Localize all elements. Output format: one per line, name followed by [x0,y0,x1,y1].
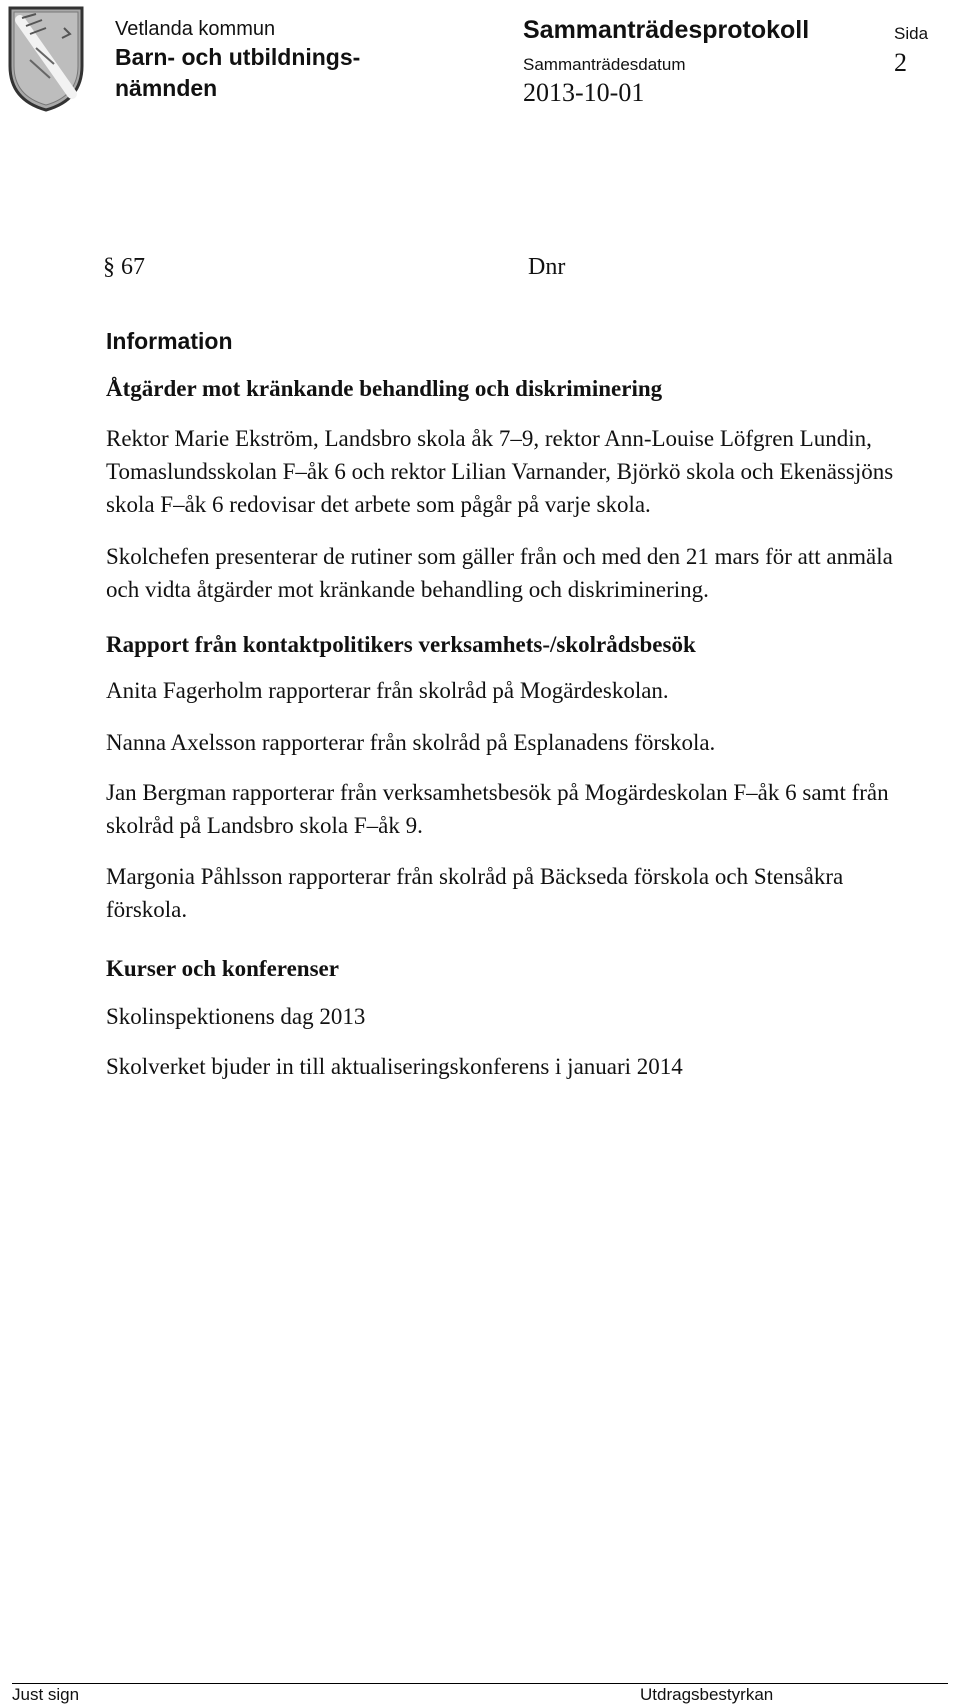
meeting-date: 2013-10-01 [523,78,645,107]
footer-divider [12,1683,948,1684]
paragraph-principals-report: Rektor Marie Ekström, Landsbro skola åk 7–9, rektor Ann-Louise Löfgren Lundin, Tomaslundsskolan F–åk 6 och rektor Lilian Varnander, Björkö skola och Ekenässjöns skola F–åk 6 redovisar det arbete som pågår på varje skola. [106,426,894,517]
organization-name: Vetlanda kommun [115,18,276,40]
dnr-label: Dnr [528,254,566,280]
section-title: Information [106,328,233,354]
footer-just-sign: Just sign [12,1685,80,1704]
page-number: 2 [894,48,907,77]
paragraph-number: § 67 [103,254,145,280]
meeting-date-label: Sammanträdesdatum [523,55,686,74]
document-type: Sammanträdesprotokoll [523,16,810,44]
paragraph-report-pahlsson: Margonia Påhlsson rapporterar från skolråd på Bäckseda förskola och Stensåkra förskola. [106,864,844,922]
footer-extract-certification: Utdragsbestyrkan [640,1685,774,1704]
paragraph-course-skolinspektionen: Skolinspektionens dag 2013 [106,1004,366,1029]
board-name-line-1: Barn- och utbildnings- [115,44,361,70]
paragraph-course-skolverket: Skolverket bjuder in till aktualiseringskonferens i januari 2014 [106,1054,683,1079]
board-name-line-2: nämnden [115,75,218,101]
heading-contact-politicians: Rapport från kontaktpolitikers verksamhets-/skolrådsbesök [106,632,696,657]
paragraph-report-bergman: Jan Bergman rapporterar från verksamhetsbesök på Mogärdeskolan F–åk 6 samt från skolråd på Landsbro skola F–åk 9. [106,780,889,838]
board-name [115,42,360,104]
coat-of-arms-icon [6,4,86,114]
heading-discrimination: Åtgärder mot kränkande behandling och diskriminering [106,376,663,401]
paragraph-report-fagerholm: Anita Fagerholm rapporterar från skolråd på Mogärdeskolan. [106,678,669,703]
paragraph-school-chief: Skolchefen presenterar de rutiner som gäller från och med den 21 mars för att anmäla och vidta åtgärder mot kränkande behandling och diskriminering. [106,544,893,602]
page-label: Sida [894,24,929,43]
paragraph-report-axelsson: Nanna Axelsson rapporterar från skolråd på Esplanadens förskola. [106,730,716,755]
heading-courses: Kurser och konferenser [106,956,339,981]
